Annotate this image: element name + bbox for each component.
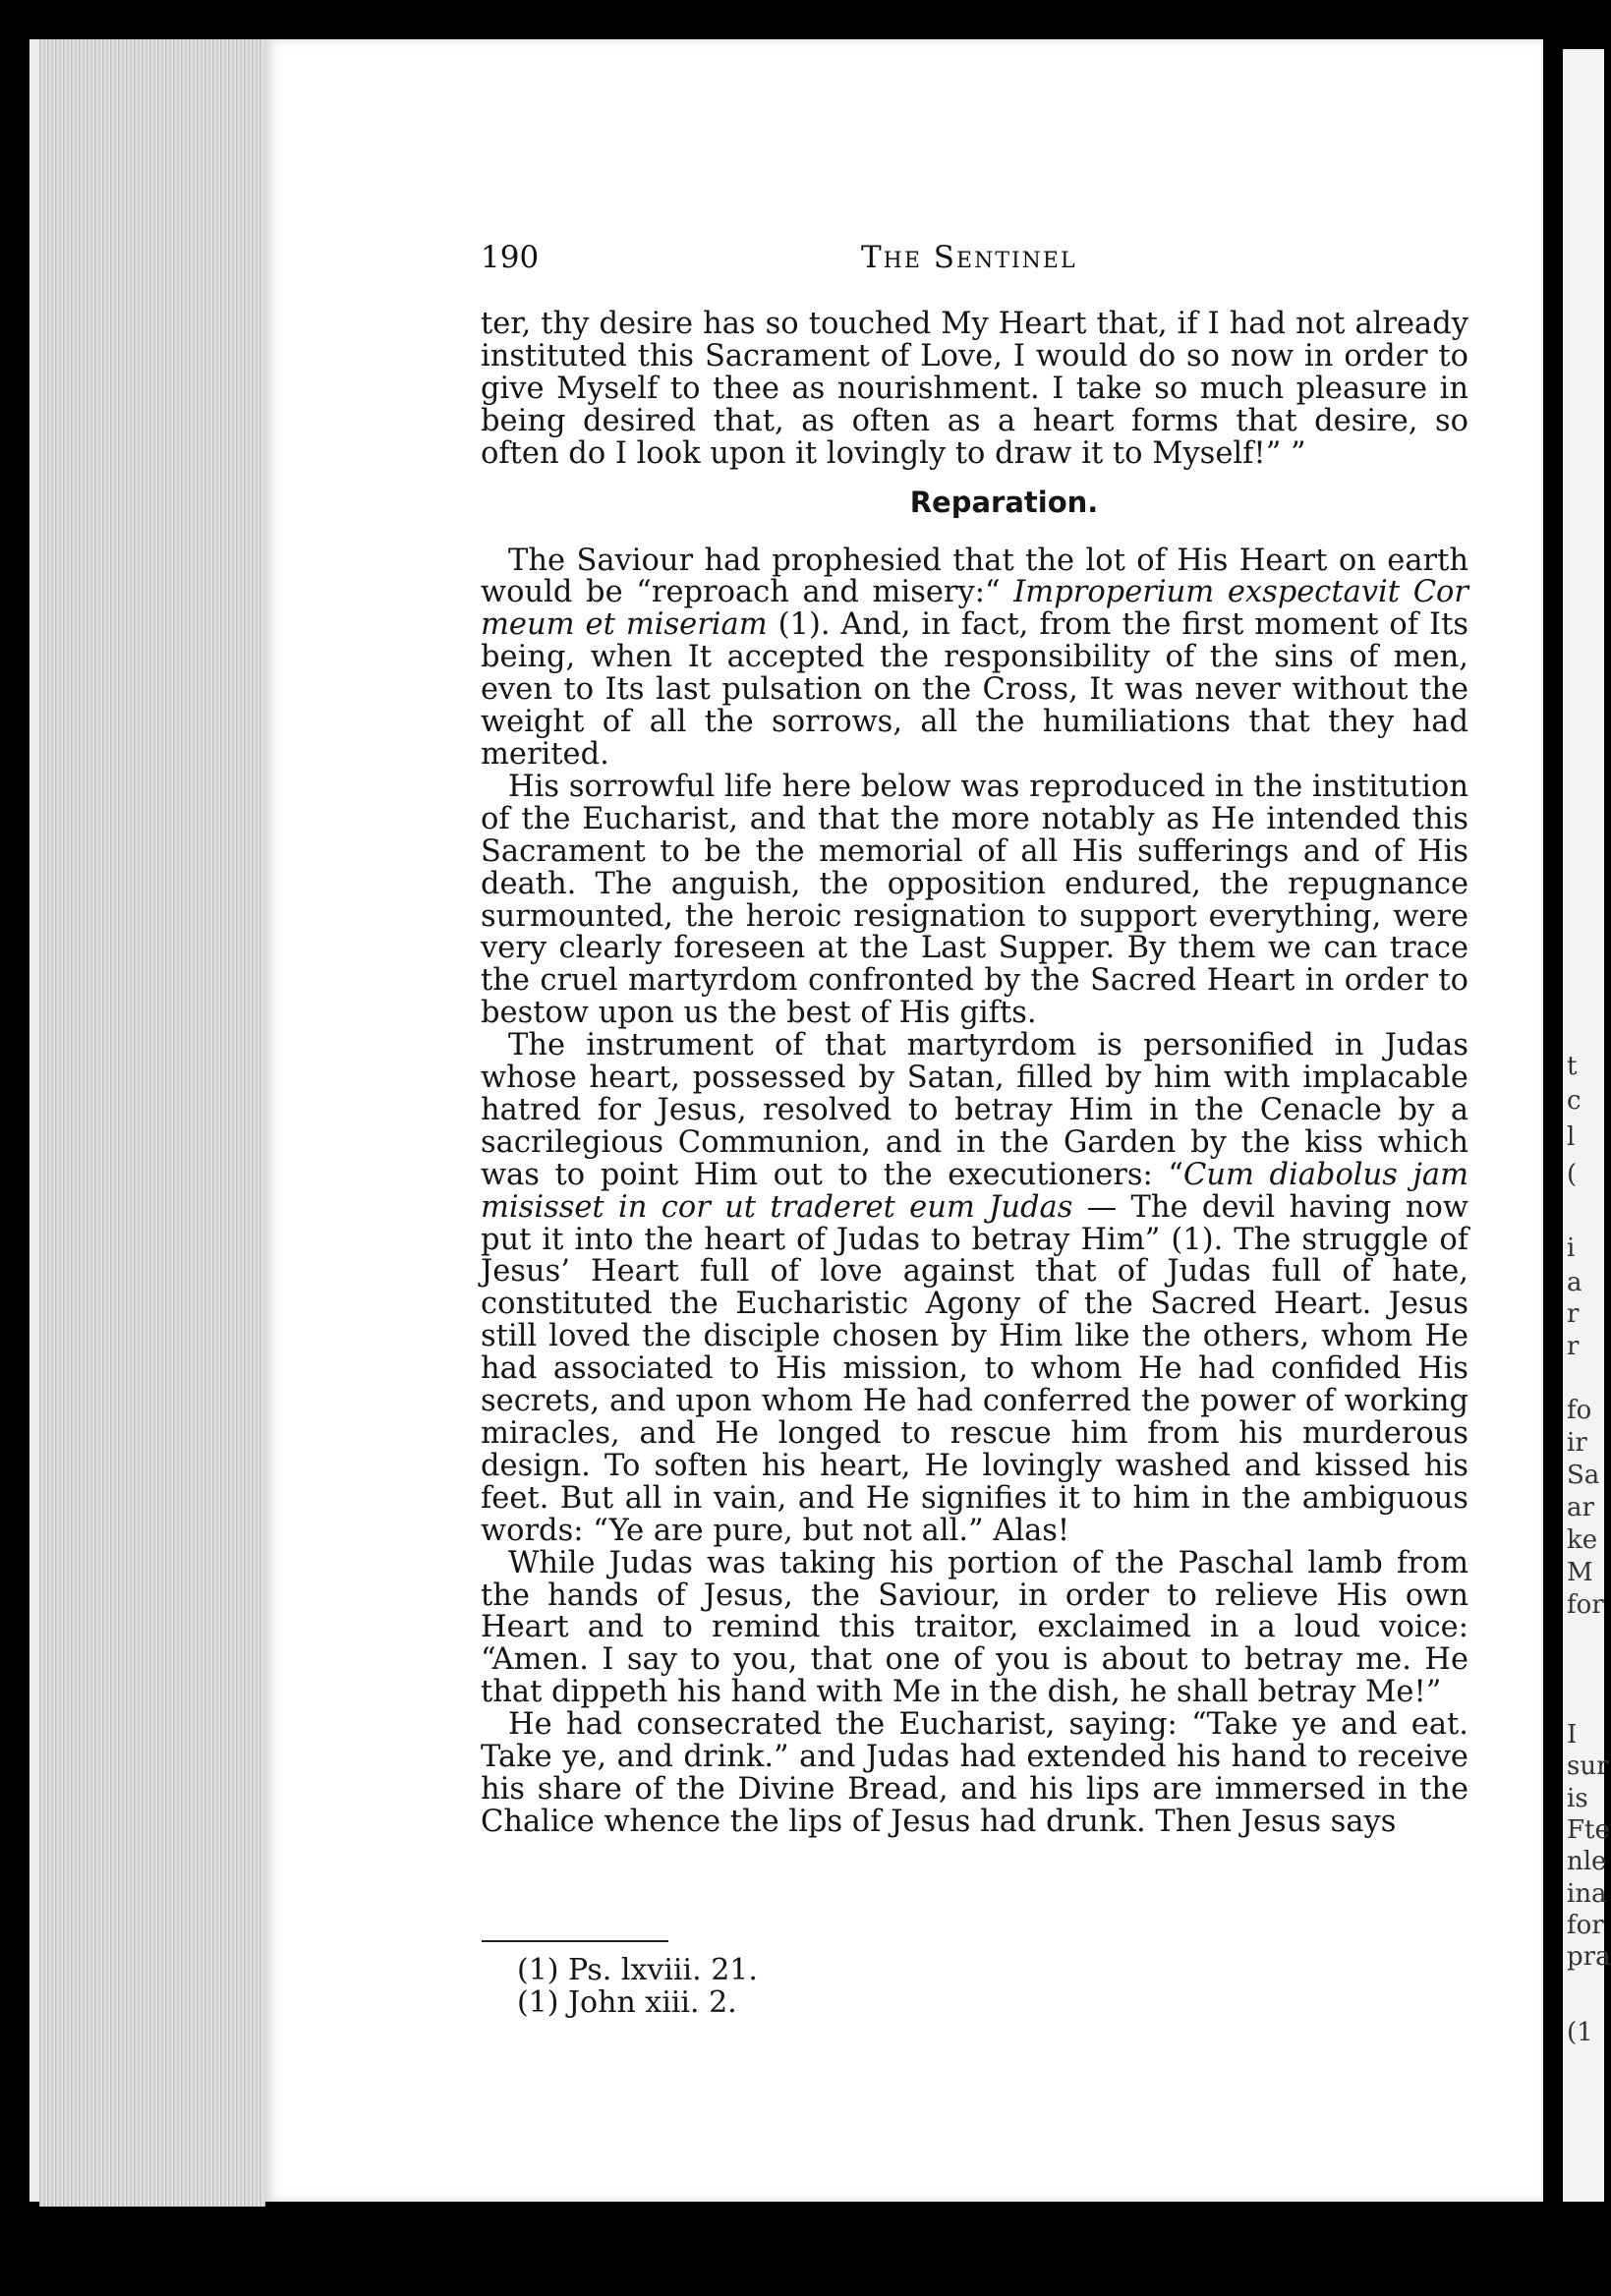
adjacent-fragment: t [1567, 1052, 1578, 1081]
adjacent-fragment: sur [1567, 1751, 1609, 1781]
paragraph-text: — The devil having now put it into the heart of Judas to betray Him” (1). The struggle of Jesus’ Heart full of love against that of Judas full of hate, constituted the Eucharistic Agony of the Sacred Heart. Jesus still loved the disciple chosen by Him like the others, whom He had associated to His mission, to whom He had confided His secrets, and upon whom He had conferred the power of working miracles, and He longed to rescue him from his murderous design. To soften his heart, He lovingly washed and kissed his feet. But all in vain, and He signifies it to him in the ambiguous words: “Ye are pure, but not all.” Alas! [481, 1189, 1469, 1548]
adjacent-fragment: ina [1567, 1879, 1607, 1909]
footnote: (1) Ps. lxviii. 21. [517, 1953, 758, 1987]
adjacent-page-edge [1563, 49, 1611, 2202]
adjacent-fragment: ke [1567, 1525, 1598, 1555]
adjacent-fragment: Sa [1567, 1461, 1600, 1490]
adjacent-fragment: is [1567, 1784, 1588, 1813]
latin-quotation: Improperium exspectavit Cor meum et miseriam [481, 575, 1468, 643]
page-number: 190 [481, 240, 540, 275]
adjacent-fragment: Fte [1567, 1815, 1610, 1845]
adjacent-fragment: (1 [1567, 2018, 1593, 2047]
paragraph [481, 545, 1468, 772]
continuation-paragraph: ter, thy desire has so touched My Heart that, if I had not already instituted this Sacrament of Love, I would do so now in order to give Myself to thee as nourishment. I take so much pleasure in being desired that, as often as a heart forms that desire, so often do I look upon it lovingly to draw it to Myself!” ” [481, 307, 1468, 471]
adjacent-fragment: c [1567, 1086, 1582, 1116]
paragraph [481, 1030, 1468, 1548]
adjacent-fragment: for [1567, 1911, 1604, 1940]
adjacent-fragment: M [1567, 1558, 1593, 1587]
adjacent-fragment: r [1567, 1332, 1580, 1361]
section-heading: Reparation. [909, 485, 1099, 519]
adjacent-fragment: a [1567, 1268, 1582, 1297]
latin-quotation: Cum diabolus jam misisset in cor ut traderet eum Judas [481, 1157, 1468, 1225]
paragraph: His sorrowful life here below was reproduced in the institution of the Eucharist, and that the more notably as He intended this Sacrament to be the memorial of all His sufferings and of His death. The anguish, the opposition endured, the repugnance surmounted, the heroic resignation to support everything, were very clearly foreseen at the Last Supper. By them we can trace the cruel martyrdom confronted by the Sacred Heart in order to bestow upon us the best of His gifts. [481, 769, 1468, 1031]
adjacent-fragment: for [1567, 1590, 1604, 1620]
paragraph: He had consecrated the Eucharist, saying: “Take ye and eat. Take ye, and drink.” and Judas had extended his hand to receive his share of the Divine Bread, and his lips are immersed in the Chalice whence the lips of Jesus had drunk. Then Jesus says [481, 1707, 1468, 1839]
footnotes [517, 1954, 758, 2019]
footnote: (1) John xiii. 2. [517, 1985, 737, 2020]
footnote-rule [482, 1940, 668, 1942]
adjacent-fragment: pra [1567, 1942, 1611, 1972]
paragraph: While Judas was taking his portion of the Paschal lamb from the hands of Jesus, the Saviour, in order to relieve His own Heart and to remind this traitor, exclaimed in a loud voice: “Amen. I say to you, that one of you is about to betray me. He that dippeth his hand with Me in the dish, he shall betray Me!” [481, 1545, 1468, 1710]
adjacent-fragment: r [1567, 1299, 1580, 1329]
running-head [481, 240, 1468, 279]
body-text [481, 309, 1468, 1839]
adjacent-fragment: nle [1567, 1847, 1607, 1876]
adjacent-fragment: I [1567, 1720, 1578, 1750]
journal-title: The Sentinel [861, 240, 1077, 275]
adjacent-fragment: i [1567, 1234, 1576, 1263]
paragraph-text: The Saviour had prophesied that the lot of His Heart on earth would be “reproach and misery:“ [481, 543, 1468, 610]
paragraph-text: The instrument of that martyrdom is personified in Judas whose heart, possessed by Satan, filled by him with implacable hatred for Jesus, resolved to betray Him in the Cenacle by a sacrilegious Communion, and in the Garden by the kiss which was to point Him out to the executioners: “ [481, 1028, 1468, 1192]
book-page-edges [39, 39, 265, 2207]
adjacent-fragment: ( [1567, 1160, 1578, 1189]
paragraph-text: (1). And, in fact, from the first moment of Its being, when It accepted the responsibility of the sins of men, even to Its last pulsation on the Cross, It was never without the weight of all the sorrows, all the humiliations that they had merited. [481, 607, 1468, 772]
adjacent-fragment: ar [1567, 1493, 1594, 1522]
adjacent-fragment: ir [1567, 1428, 1587, 1458]
adjacent-fragment: l [1567, 1122, 1576, 1152]
adjacent-fragment: fo [1567, 1396, 1592, 1425]
